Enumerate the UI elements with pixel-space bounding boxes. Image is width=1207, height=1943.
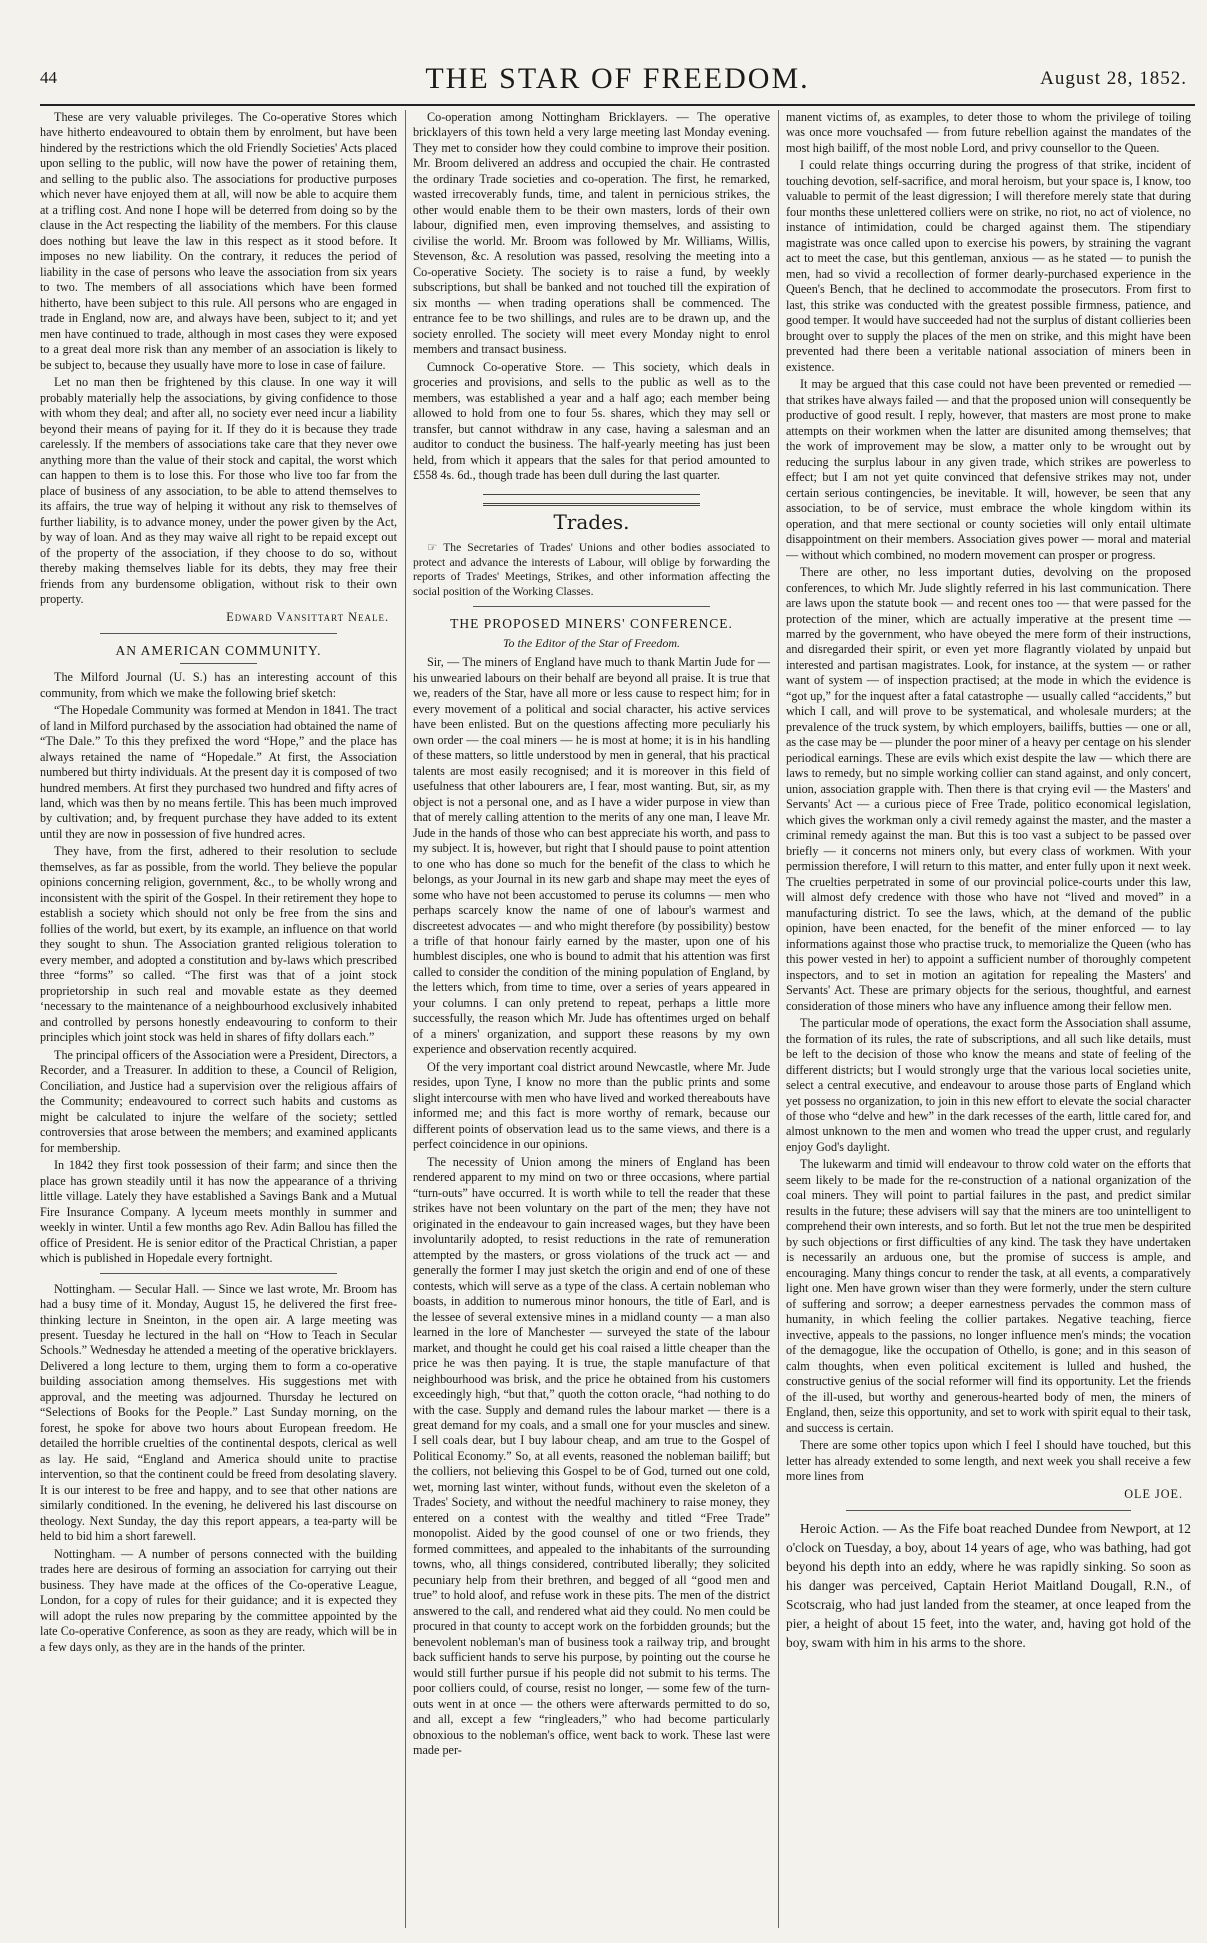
paragraph: Heroic Action. — As the Fife boat reached Dundee from Newport, at 12 o'clock on Tuesday, a boy, about 14 years of age, who was bathing, had got beyond his depth into an eddy, where he was rapidly sinking. So soon as his danger was perceived, Captain Heriot Maitland Dougall, R.N., of Scotscraig, who had just landed from the steamer, at once leaped from the pier, a height of about 15 feet, into the water, and, having got hold of the boy, swam with him in his arms to the shore.	[786, 1521, 1191, 1651]
paragraph: There are other, no less important duties, devolving on the proposed conferences, to which Mr. Jude slightly referred in his last communication. There are laws upon the statute book — and recent ones too — that were passed for the protection of the miner, which are actually imperative at the present time — marred by the government, who have obeyed the mere form of their instructions, and disregarded their spirit, or even yet more flagrantly violated by unpaid but interested and partisan magistrates. Look, for instance, at the system — or rather want of system — of inspection practised; at the mode in which the evidence is “got up,” for the inquest after a fatal catastrophe — usually called “accidents,” but which I call, and will prove to be systematical, and wholesale murders; at the prevalence of the truck system, by which employers, bailiffs, butties — one or all, as the case may be — plunder the poor miner of a heavy per centage on his slender periodical earnings. These are evils which exist despite the law — which there are laws to remedy, but no simple working collier can stand against, and only concert, union, association grapple with. Then there is that crying evil — the Masters' and Servants' Act — a curious piece of Free Trade, politico economical legislation, which gives the workman only a civil remedy against the master, and the master a criminal remedy against the man. But this is too vast a subject to be passed over briefly — it concerns not miners only, but every class of workmen. With your permission therefore, I will return to this matter, and enter fully upon it next week. The cruelties perpetrated in some of our provincial police-courts under this law, will almost defy credence with those who have not “lived and moved” in a manufacturing district. To see the laws, which, at the demand of the public opinion, have been enacted, for the benefit of the miner enforced — to lay informations against those who practise truck, to memorialize the Queen (who has this power vested in her) to appoint a sufficient number of thoroughly competent inspectors, and to set in motion an agitation for repealing the Masters' and Servants' Act. These are primary objects for the serious, thoughtful, and earnest consideration of those miners who have any influence among their fellow men.	[786, 565, 1191, 1013]
masthead-rule	[40, 104, 1195, 106]
paragraph: Nottingham. — Secular Hall. — Since we last wrote, Mr. Broom has had a busy time of it. Monday, August 15, he delivered the first free-thinking lecture in Sneinton, in the open air. A large meeting was present. Tuesday he lectured in the hall on “How to Teach in Secular Schools.” Wednesday he attended a meeting of the operative bricklayers. Delivered a long lecture to them, urging them to form a co-operative building association among themselves. His suggestions met with approval, and the meeting was adjourned. Thursday he lectured on “Selections of Books for the People.” Last Sunday morning, on the forest, he spoke for above two hours about European freedom. He detailed the horrible cruelties of the continental despots, clerical as well as lay. He said, “England and America should unite to practise intervention, so that the continent could be freed from desolating slavery. It is our interest to be free and happy, and to see that other nations are similarly conditioned. In the evening, he delivered his last discourse on theology. Next Sunday, the day this report appears, a tea-party will be held to bid him a short farewell.	[40, 1281, 397, 1544]
notice: ☞ The Secretaries of Trades' Unions and other bodies associated to protect and advance the interests of Labour, will oblige by forwarding the reports of Trades' Meetings, Strikes, and other information affecting the social position of the Working Classes.	[413, 541, 770, 599]
paragraph: Sir, — The miners of England have much to thank Martin Jude for — his unwearied labours on their behalf are beyond all praise. It is true that we, readers of the Star, have all more or less cause to respect him; for in every movement of a political and social character, his active services have been enlisted. But on the questions affecting more peculiarly his own order — the coal miners — he is most at home; it is in his handling of these matters, so little understood by men in general, that his practical talents are most easily recognised; and it is moreover in this field of usefulness that other labourers are, I fear, most wanting. But, sir, as my object is not a personal one, and as I have a wider purpose in view than that of merely calling attention to the merits of any one man, I leave Mr. Jude in the hands of those who can best appreciate his worth, and pass to my subject. It is, however, but right that I should pause to point attention to one who has done so much for the benefit of the class to which he belongs, as your Journal in its new garb and shape may meet the eyes of some who have not been accustomed to peruse its columns — men who perhaps scarcely know the name of one of labour's warmest and discreetest advocates — and who might therefore (by possibility) bestow a trifle of that honour fairly earned by the master, upon one of his humblest disciples, one who is bound to admit that his attention was first called to consider the condition of the mining population of England, by the letters which, from time to time, over a series of years appeared in your columns. I can only pretend to repeat, perhaps a little more successfully, the reason which Mr. Jude has oftentimes urged on behalf of a miners' organization, and support these reasons by my own experience and observation recently acquired.	[413, 655, 770, 1057]
paragraph: I could relate things occurring during the progress of that strike, incident of touching devotion, self-sacrifice, and moral heroism, but your space is, I know, too valuable to permit of the least digression; I will therefore merely state that during four months these unlettered colliers were on strike, no riot, no act of violence, no instance of intimidation, could be charged against them. The stipendiary magistrate was once called upon to exercise his powers, by straining the vagrant act to meet the case, but this gentleman, anxious — as he stated — to punish the men, had so vivid a recollection of former dearly-purchased experience in the Queen's Bench, that he declined to accommodate the prosecutors. From first to last, this strike was conducted with the greatest possible firmness, patience, and good temper. It would have succeeded had not the surplus of distant collieries been brought over to supply the places of the men on strike, and this might have been prevented had there been a veritable national association of miners been in existence.	[786, 158, 1191, 374]
paragraph: Nottingham. — A number of persons connected with the building trades here are desirous of forming an association for carrying out their business. They have made at the offices of the Co-operative League, London, for a copy of rules for their guidance; and it is expected they will adopt the rules now preparing by the committee appointed by the late Co-operative Conference, as soon as they are ready, which will be in a few days only, as they are in the hands of the printer.	[40, 1546, 397, 1654]
section-divider	[180, 663, 257, 664]
paragraph: The lukewarm and timid will endeavour to throw cold water on the efforts that seem likely to be made for the re-construction of a national organization of the coal miners. They will point to partial failures in the past, and predict similar results in the future; these advisers will say that the miners are too unintelligent to comprehend their own interests, and so forth. But let not the true men be despirited by such objections or first difficulties of any kind. The task they have undertaken is necessarily an arduous one, but the promise of success is ample, and encouraging. Many things concur to render the task, at all events, a comparatively light one. Men have grown wiser than they were formerly, under the stern culture of suffering and sorrow; a deeper earnestness pervades the common mass of humanity, in which feeling the collier partakes. Negative teaching, fierce invective, appeals to the passions, no longer influence men's minds; the vocation of the demagogue, like the occupation of Othello, is gone; and in this season of calm thoughts, when even political excitement is lulled and hushed, the constructive genius of the social reformer will find its opportunity. Let the friends of the ill-used, but worthy and generous-hearted body of men, the miners of England, then, seize this opportunity, and set to work with spirit equal to their task, and success is certain.	[786, 1157, 1191, 1435]
paragraph: The Milford Journal (U. S.) has an interesting account of this community, from which we make the following brief sketch:	[40, 670, 397, 700]
ornamental-rule	[483, 494, 700, 506]
article-heading: AN AMERICAN COMMUNITY.	[115, 642, 322, 658]
newspaper-title: THE STAR OF FREEDOM.	[425, 62, 810, 95]
column-divider	[778, 110, 779, 1928]
paragraph: The necessity of Union among the miners of England has been rendered apparent to my mind on two or three occasions, where partial “turn-outs” have occurred. It is worth while to tell the reader that these strikes have not been voluntary on the part of the men; they have not originated in the endeavour to gain increased wages, but they have been involuntarily adopted, to resist reductions in the rate of remuneration attempted by the masters, or gross violations of the truck act — and generally the former I may just sketch the origin and end of one of these contests, which will serve as a type of the class. A certain nobleman who boasts, in addition to numerous minor honours, the title of Earl, and is the lessee of several extensive mines in a midland county — a man also learned in the lore of Manchester — surveyed the state of the labour market, and thought he could get his coal raised a little cheaper than the price he was then paying. It is true, the staple manufacture of that neighbourhood was brisk, and the price he obtained from his customers exceedingly high, “but that,” quoth the cotton oracle, “had nothing to do with the case. Supply and demand rules the labour market — there is a great demand for my coals, and a small one for your muscles and sinew. I sell coals dear, but I buy labour cheap, and am true to the Gospel of Political Economy.” So, at all events, reasoned the nobleman bailiff; but the colliers, not believing this Gospel to be of God, turned out one cold, wet, morning last winter, without funds, without even the skeleton of a Trades' Society, and without the needful machinery to raise money, they entered on a contest with the wealthy and titled “Free Trade” monopolist. Aided by the good counsel of one or two friends, they formed committees, and appealed to the inhabitants of the surrounding towns, who, all things considered, contributed liberally; they solicited pecuniary help from their brethren, and begged of all “good men and true” to hold aloof, and refuse work in these pits. The men of the district answered to the call, and rendered what aid they could. No men could be procured in that county to accept work on the forbidden grounds; but the benevolent nobleman's man of business took a railway trip, and brought back sufficient hands to serve his purpose, by pointing out the course he would still further pursue if his people did not submit to his terms. The poor colliers could, of course, resist no longer, — some few of the turn-outs went in at once — the others were afterwards permitted to do so, and all, except a few “ringleaders,” who had become particularly obnoxious to the nobleman's office, went back to work. These last were made per-	[413, 1154, 770, 1758]
paragraph: In 1842 they first took possession of their farm; and since then the place has grown steadily until it has now the appearance of a thriving little village. Lately they have established a Savings Bank and a Mutual Fire Insurance Company. A lyceum meets monthly in summer and weekly in winter. Until a few months ago Rev. Adin Ballou has filled the office of President. He is senior editor of the Practical Christian, a paper which is published in Hopedale every fortnight.	[40, 1158, 397, 1266]
paragraph: The principal officers of the Association were a President, Directors, a Recorder, and a Treasurer. In addition to these, a Council of Religion, Conciliation, and Justice had a supervision over the religious affairs of the Community; endeavoured to correct such habits and customs as might be calculated to injure the welfare of the society; settled controversies that arose between the members; and examined applicants for membership.	[40, 1047, 397, 1155]
article-subheading: To the Editor of the Star of Freedom.	[502, 636, 681, 651]
paragraph: It may be argued that this case could not have been prevented or remedied — that strikes have always failed — and that the proposed union will consequently be productive of good result. I reply, however, that masters are most prone to make attempts on their workmen when the latter are disunited among themselves; that the work of improvement may be slow, a matter only to be wrought out by reducing the surplus labour in any given trade, which strikes are powerless to effect; but I am not yet quite convinced that defensive strikes may not, under certain serious contingencies, be inevitable. It will, however, be seen that any association, to be of service, must embrace the whole kingdom within its operation, and that mere sectional or county societies will only entail ultimate disappointment on their members. Association gives power — moral and material — without which combined, no modern movement can prosper or progress.	[786, 377, 1191, 562]
paragraph: The particular mode of operations, the exact form the Association shall assume, the formation of its rules, the rate of subscriptions, and all such like details, must be left to the decision of those who know the means and state of feeling of the different districts; but I would strongly urge that the various local societies unite, select a central executive, and endeavour to arouse those parts of England which yet possess no organization, to join in this new effort to elevate the social character of those who “delve and hew” in the dark recesses of the earth, little cared for, and almost unknown to the men and women who tread the upper crust, and regularly enjoy God's daylight.	[786, 1016, 1191, 1154]
section-divider	[100, 633, 337, 634]
column-1	[40, 110, 397, 1930]
paragraph: Let no man then be frightened by this clause. In one way it will probably materially help the associations, by giving confidence to those with whom they deal; and after all, no society ever need incur a liability beyond their means of paying for it. If they do it is because they trade carelessly. If the members of associations take care that they never owe anything more than the value of their stock and capital, the worst which can happen to them is to lose this. For those who live too far from the place of business of any association, to be able to attend themselves to its affairs, the true way of helping it without any risk to themselves of further liability, is to advance money, under the power given by the Act, by way of loan. And as they may waive all right to be repaid except out of the property of the association, if they choose to do so, without thereby making themselves liable for its debts, they may free their friends from any burdensome obligation, without risk to their own property.	[40, 375, 397, 607]
section-divider	[846, 1510, 1131, 1511]
section-divider	[473, 606, 710, 607]
column-2	[413, 110, 770, 1930]
paragraph: There are some other topics upon which I feel I should have touched, but this letter has already extended to some length, and next week you shall receive a few more lines from	[786, 1438, 1191, 1484]
article-heading: THE PROPOSED MINERS' CONFERENCE.	[450, 615, 733, 631]
masthead	[40, 62, 1195, 106]
paragraph: “The Hopedale Community was formed at Mendon in 1841. The tract of land in Milford purchased by the association had obtained the name of “The Dale.” To this they prefixed the word “Hope,” and the place has always retained the name of “Hopedale.” At first, the Association numbered but thirty individuals. At the present day it is composed of two hundred members. At first they purchased two hundred and fifty acres of land, which was then by no means fertile. This has been much improved by cultivation; and, by frequent purchase they have added to its extent until they are now in possession of five hundred acres.	[40, 703, 397, 841]
paragraph: Cumnock Co-operative Store. — This society, which deals in groceries and provisions, and sells to the public as well as to the members, was established a year and a half ago; each member being allowed to hold from one to four 5s. shares, which they may sell or transfer, but cannot withdraw in any case, having a salesman and an auditor to conduct the business. The half-yearly meeting has just been held, from which it appears that the sales for that period amounted to £558 4s. 6d., though trade has been dull during the last quarter.	[413, 359, 770, 483]
section-divider	[100, 1273, 337, 1274]
paragraph: manent victims of, as examples, to deter those to whom the privilege of toiling was once more vouchsafed — from future rebellion against the mandates of the most high bailiff, of the most noble Lord, and privy counsellor to the Queen.	[786, 110, 1191, 155]
signature: Edward Vansittart Neale.	[226, 609, 389, 624]
paragraph: Co-operation among Nottingham Bricklayers. — The operative bricklayers of this town held a very large meeting last Monday evening. They met to consider how they could combine to improve their position. Mr. Broom delivered an address and occupied the chair. He contrasted the ordinary Trade societies and co-operation. The first, he remarked, wasted irrecoverably funds, time, and talent in pernicious strikes, the other would enable them to be their own masters, lords of their own labour, dignified men, even improving themselves, and assisting to civilise the world. Mr. Broom was followed by Mr. Williams, Willis, Stevenson, &c. A resolution was passed, resolving the meeting into a Co-operative Society. The society is to raise a fund, by weekly subscriptions, but shall be banked and not touched till the expiration of six months — when trading operations shall be commenced. The entrance fee to be two shillings, and rules are to be drawn up, and the society enrolled. The society will meet every Monday night to enrol members and transact business.	[413, 110, 770, 357]
signature: OLE JOE.	[1124, 1486, 1183, 1501]
paragraph: These are very valuable privileges. The Co-operative Stores which have hitherto endeavoured to obtain them by enrolment, but have been hindered by the restrictions which the old Friendly Societies' Acts placed upon selling to the public, will now have the power of retaining them, and selling to the public also. The associations for productive purposes which never have enjoyed them at all, will now be able to acquire them at a trifling cost. And none I hope will be deterred from doing so by the clause in the Act respecting the liability of the members. For this clause does nothing but leave the law in this respect as it stood before. It imposes no new liability. On the contrary, it reduces the period of liability in the case of persons who leave the association from six years to two. The members of all associations which have been formed hitherto, have been subject to this rule. All persons who are engaged in trade in England, now are, and always have been, subject to it; and yet men have continued to trade, although in most cases they were exposed to a great deal more risk than any member of an association is likely to be subject to, because they usually have more to lose in case of failure.	[40, 110, 397, 372]
paragraph: They have, from the first, adhered to their resolution to seclude themselves, as far as possible, from the world. They believe the popular opinions concerning religion, government, &c., to be wholly wrong and inconsistent with the spirit of the Gospel. In their retirement they hope to establish a society which should not only be free from the sins and follies of the world, but exert, by its example, an influence on that world they sought to shun. The Association granted religious toleration to every member, and adopted a constitution and by-laws which prescribed three “forms” so called. “The first was that of a joint stock proprietorship in such real and movable estate as they deemed ‘necessary to the maintenance of a neighbourhood exclusively inhabited and controlled by persons honestly endeavouring to conform to their principles which joint stock was held in shares of fifty dollars each.”	[40, 844, 397, 1045]
column-divider	[405, 110, 406, 1928]
paragraph: Of the very important coal district around Newcastle, where Mr. Jude resides, upon Tyne, I know no more than the public prints and some slight intercourse with men who have lived and worked thereabouts have informed me; and this fact is more worthy of remark, because our different points of observation lead us to the same views, and there is a perfect coincidence in our opinions.	[413, 1059, 770, 1152]
page-number: 44	[40, 68, 57, 87]
column-3	[786, 110, 1191, 1930]
issue-date: August 28, 1852.	[1040, 68, 1187, 89]
section-title: Trades.	[553, 509, 630, 534]
